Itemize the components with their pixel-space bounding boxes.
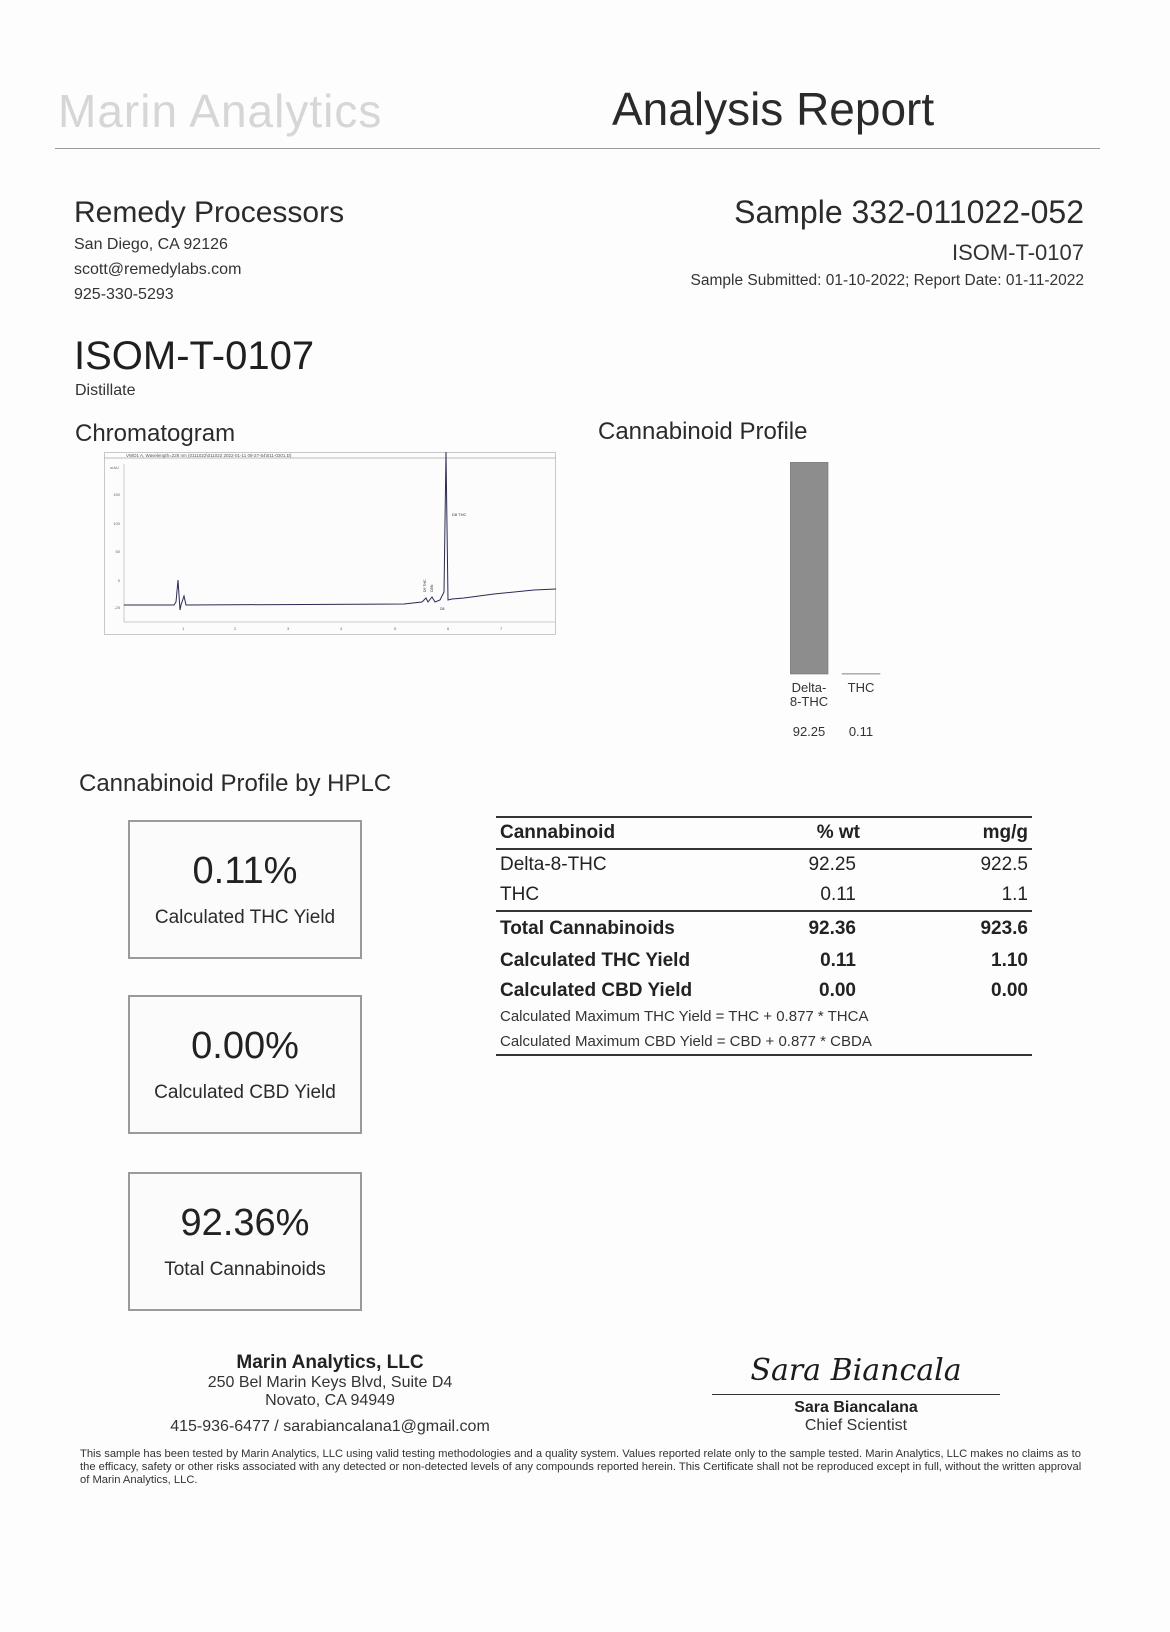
chromatogram-x-tick: 4	[340, 626, 343, 631]
chromatogram-x-tick: 3	[287, 626, 290, 631]
category-label-thc	[848, 680, 875, 695]
thc-formula: Calculated Maximum THC Yield = THC + 0.877 * THCA	[500, 1008, 869, 1025]
signature-rule	[712, 1394, 1000, 1395]
row-mg: 1.1	[1001, 884, 1028, 905]
total-cannabinoids-tile	[128, 1172, 362, 1311]
thc-yield-tile	[128, 820, 362, 959]
product-type: Distillate	[75, 382, 136, 399]
thc-yield-label: Calculated THC Yield	[154, 907, 336, 928]
chromatogram-y-tick: 50	[115, 549, 120, 554]
thc-yield-value: 0.11%	[192, 850, 298, 892]
lab-logo: Marin Analytics	[58, 85, 383, 137]
chromatogram-title: Chromatogram	[75, 420, 236, 447]
table-header-row	[496, 817, 1032, 849]
sample-id: Sample 332-011022-052	[734, 194, 1084, 230]
client-phone: 925-330-5293	[74, 286, 174, 303]
results-table	[496, 816, 1032, 1006]
bar-delta-8-thc	[790, 462, 828, 674]
cannabinoid-profile-chart	[790, 462, 910, 752]
yield-name: Calculated THC Yield	[500, 950, 691, 971]
row-pct: 0.11	[820, 884, 856, 905]
category-label-line: THC	[847, 680, 875, 695]
yield-name: Calculated CBD Yield	[500, 980, 693, 1001]
sample-dates: Sample Submitted: 01-10-2022; Report Date: 01-11-2022	[690, 272, 1084, 289]
peak-label: D8 THC	[452, 512, 467, 517]
table-row	[496, 849, 1032, 880]
cbd-yield-label: Calculated CBD Yield	[154, 1082, 336, 1103]
lab-name: Marin Analytics, LLC	[236, 1352, 424, 1373]
chromatogram-x-tick: 6	[447, 626, 450, 631]
chromatogram-x-tick: 7	[500, 626, 503, 631]
row-name: THC	[500, 884, 540, 905]
category-label-line: Delta-	[791, 680, 827, 695]
chromatogram-unit: mAU	[110, 465, 119, 470]
client-email: scott@remedylabs.com	[74, 261, 242, 278]
cbd-formula: Calculated Maximum CBD Yield = CBD + 0.877 * CBDA	[500, 1033, 872, 1050]
yield-mg: 0.00	[991, 980, 1028, 1001]
signature-script: Sara Biancala	[750, 1353, 962, 1388]
total-cannabinoids-value: 92.36%	[180, 1202, 310, 1244]
total-mg: 923.6	[884, 911, 1032, 946]
hplc-title: Cannabinoid Profile by HPLC	[79, 770, 392, 797]
row-mg: 922.5	[980, 854, 1028, 875]
chromatogram-x-tick: 2	[234, 626, 237, 631]
total-cannabinoids-label: Total Cannabinoids	[164, 1259, 326, 1280]
value-label-thc: 0.11	[848, 724, 874, 739]
client-name: Remedy Processors	[74, 196, 345, 229]
value-label-delta-8-thc: 92.25	[792, 724, 826, 739]
peak-label: CBN	[430, 584, 434, 592]
yield-pct: 0.00	[819, 980, 856, 1001]
chromatogram-y-tick: 150	[113, 492, 120, 497]
profile-title: Cannabinoid Profile	[598, 418, 808, 445]
table-bottom-rule	[496, 1054, 1032, 1056]
header-cannabinoid: Cannabinoid	[496, 817, 740, 849]
cbd-yield-tile	[128, 995, 362, 1134]
report-title: Analysis Report	[612, 83, 935, 135]
total-row	[496, 911, 1032, 946]
row-name: Delta-8-THC	[500, 854, 607, 875]
lab-address-line1: 250 Bel Marin Keys Blvd, Suite D4	[207, 1374, 453, 1391]
header-pct-wt: % wt	[740, 817, 884, 849]
row-pct: 92.25	[808, 854, 856, 875]
category-label-delta-8-thc	[790, 680, 828, 709]
lab-contact: 415-936-6477 / sarabiancalana1@gmail.com	[170, 1418, 490, 1435]
lab-address-block	[170, 1352, 490, 1436]
disclaimer: This sample has been tested by Marin Analytics, LLC using valid testing methodologies and a quality system. Values reported relate only to the sample tested. Marin Analytics, LLC makes no claims as to the efficacy, safety or other risks associated with any detected or non-detected levels of any compounds reported herein. This Certificate shall not be reproduced except in full, without the written approval of Marin Analytics, LLC.	[80, 1448, 1082, 1486]
chromatogram-y-tick: 0	[117, 578, 120, 583]
yield-mg: 1.10	[991, 950, 1028, 971]
category-label-line: 8-THC	[790, 694, 829, 709]
chromatogram	[104, 452, 556, 635]
chromatogram-y-tick: -25	[114, 605, 120, 610]
product-id: ISOM-T-0107	[74, 334, 315, 378]
yield-row	[496, 946, 1032, 976]
client-city: San Diego, CA 92126	[74, 236, 228, 253]
chromatogram-x-tick: 5	[394, 626, 397, 631]
chromatogram-frame	[105, 453, 556, 635]
signer-name: Sara Biancalana	[794, 1399, 918, 1416]
peak-label: D9 THC	[423, 579, 427, 592]
yield-row	[496, 976, 1032, 1006]
chromatogram-header: VWD1 A, Wavelength=228 nm (0111022\011022 2022-01-11 09-27-54\011-0201.D)	[126, 453, 292, 458]
header-divider	[55, 148, 1100, 149]
signature-block	[712, 1348, 1000, 1435]
signer-title: Chief Scientist	[804, 1417, 908, 1434]
table-row	[496, 880, 1032, 911]
cbd-yield-value: 0.00%	[191, 1025, 299, 1067]
header-mg-g: mg/g	[884, 817, 1032, 849]
yield-pct: 0.11	[820, 950, 856, 971]
lab-address-line2: Novato, CA 94949	[265, 1392, 395, 1409]
chromatogram-x-tick: 1	[182, 626, 185, 631]
sample-code: ISOM-T-0107	[951, 240, 1084, 265]
chromatogram-y-tick: 100	[113, 521, 120, 526]
peak-label: D8	[440, 607, 445, 611]
total-pct: 92.36	[740, 911, 884, 946]
total-name: Total Cannabinoids	[496, 911, 740, 946]
